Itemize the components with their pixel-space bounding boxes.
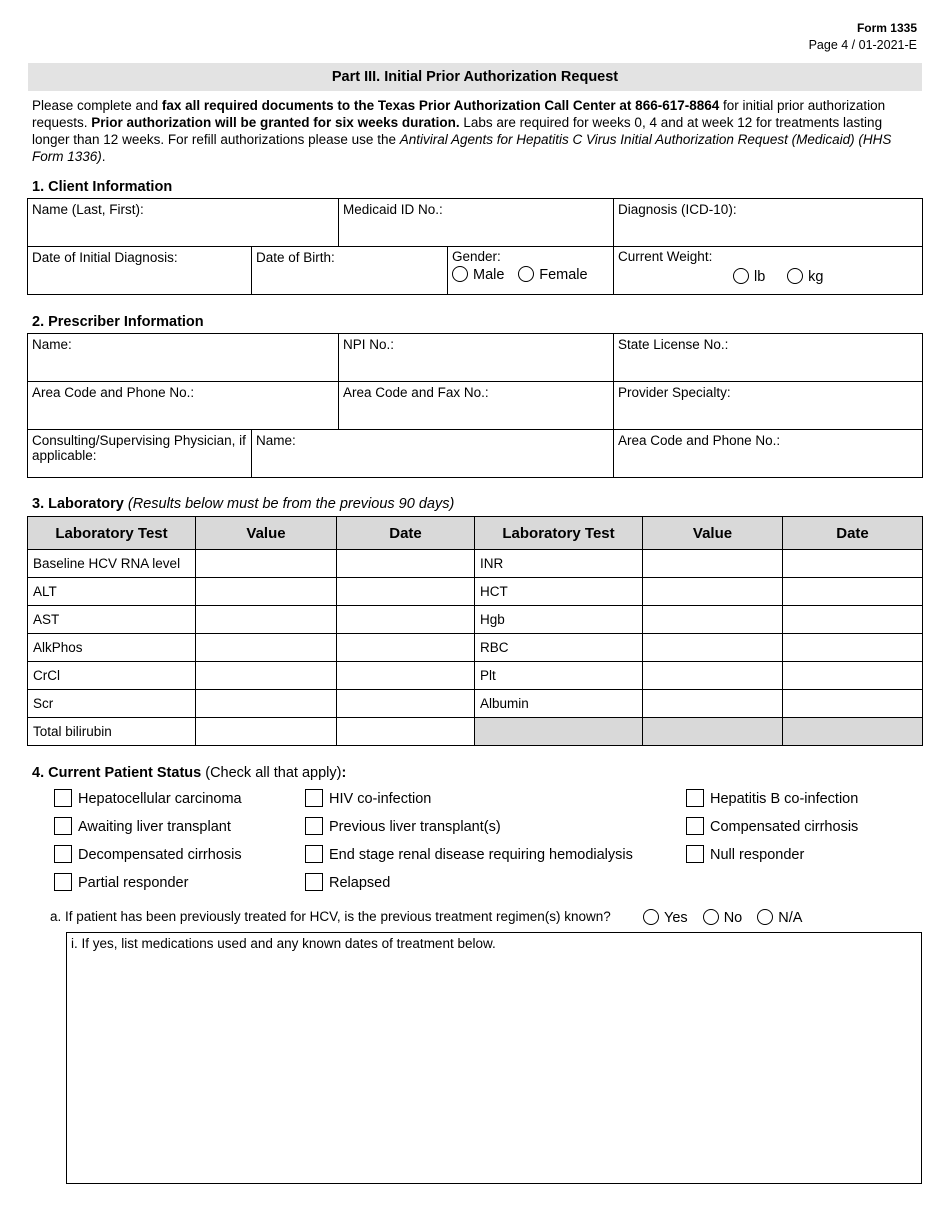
status-checkbox-label: Null responder bbox=[710, 847, 805, 863]
state-license-field[interactable]: State License No.: bbox=[614, 334, 923, 382]
prescriber-phone-field[interactable]: Area Code and Phone No.: bbox=[28, 382, 339, 430]
checkbox-square-icon bbox=[54, 845, 72, 863]
previous-medications-label: i. If yes, list medications used and any known dates of treatment below. bbox=[71, 936, 496, 951]
previous-medications-textarea[interactable] bbox=[66, 932, 922, 1184]
lab-header-row bbox=[28, 517, 923, 550]
checkbox-square-icon bbox=[305, 817, 323, 835]
checkbox-square-icon bbox=[54, 817, 72, 835]
lab-header-cell: Value bbox=[643, 517, 783, 550]
consulting-physician-label: Consulting/Supervising Physician, if applicable: bbox=[28, 430, 252, 478]
lab-header-cell: Laboratory Test bbox=[475, 517, 643, 550]
status-checkbox[interactable] bbox=[305, 789, 431, 807]
lab-value-cell[interactable] bbox=[196, 550, 337, 578]
intro-paragraph: Please complete and fax all required documents to the Texas Prior Authorization Call Center at 866-617-8864 for initial prior authorization requests. Prior authorization will be granted for six weeks duration. Labs are required for weeks 0, 4 and at week 12 for treatments lasting longer than 12 weeks. For refill authorizations please use the Antiviral Agents for Hepatitis C Virus Initial Authorization Request (Medicaid) (HHS Form 1336). bbox=[32, 98, 892, 164]
status-checkbox[interactable] bbox=[686, 845, 804, 863]
status-checkbox-label: Awaiting liver transplant bbox=[78, 819, 231, 835]
weight-lb-radio[interactable]: lb bbox=[733, 268, 765, 285]
checkbox-square-icon bbox=[686, 845, 704, 863]
lab-value-cell[interactable] bbox=[196, 662, 337, 690]
lab-row bbox=[28, 550, 923, 578]
gender-male-radio[interactable]: Male bbox=[452, 266, 504, 283]
lab-date-cell[interactable] bbox=[783, 578, 923, 606]
lab-row bbox=[28, 578, 923, 606]
previous-treatment-options bbox=[643, 909, 812, 926]
lab-date-cell[interactable] bbox=[337, 606, 475, 634]
radio-circle-icon bbox=[518, 266, 534, 282]
status-checkbox[interactable] bbox=[686, 817, 858, 835]
radio-circle-icon bbox=[757, 909, 773, 925]
status-checkbox-label: Previous liver transplant(s) bbox=[329, 819, 501, 835]
lab-value-cell[interactable] bbox=[196, 606, 337, 634]
status-checkbox[interactable] bbox=[54, 845, 242, 863]
lab-test-name: CrCl bbox=[28, 662, 196, 690]
gender-female-radio[interactable]: Female bbox=[518, 266, 587, 283]
date-of-birth-field[interactable]: Date of Birth: bbox=[252, 247, 448, 295]
status-checkbox-label: Compensated cirrhosis bbox=[710, 819, 859, 835]
previous-treatment-na-radio[interactable]: N/A bbox=[757, 909, 802, 926]
client-name-field[interactable]: Name (Last, First): bbox=[28, 199, 339, 247]
lab-row bbox=[28, 606, 923, 634]
lab-date-cell[interactable] bbox=[783, 690, 923, 718]
lab-test-name: Hgb bbox=[475, 606, 643, 634]
previous-treatment-no-radio[interactable]: No bbox=[703, 909, 743, 926]
lab-date-cell[interactable] bbox=[783, 550, 923, 578]
lab-test-name: HCT bbox=[475, 578, 643, 606]
status-checkbox-label: Decompensated cirrhosis bbox=[78, 847, 242, 863]
lab-value-cell[interactable] bbox=[643, 550, 783, 578]
lab-test-name: Baseline HCV RNA level bbox=[28, 550, 196, 578]
provider-specialty-field[interactable]: Provider Specialty: bbox=[614, 382, 923, 430]
medicaid-id-field[interactable]: Medicaid ID No.: bbox=[339, 199, 614, 247]
lab-test-name: Plt bbox=[475, 662, 643, 690]
status-section-title: 4. Current Patient Status (Check all that apply): bbox=[32, 765, 347, 781]
form-number: Form 1335 bbox=[856, 21, 917, 35]
consulting-physician-name-field[interactable]: Name: bbox=[252, 430, 614, 478]
lab-header-cell: Date bbox=[783, 517, 923, 550]
prescriber-fax-field[interactable]: Area Code and Fax No.: bbox=[339, 382, 614, 430]
status-checkbox[interactable] bbox=[686, 789, 858, 807]
status-checkbox[interactable] bbox=[305, 817, 501, 835]
lab-test-name: AlkPhos bbox=[28, 634, 196, 662]
lab-header-cell: Date bbox=[337, 517, 475, 550]
lab-test-name: ALT bbox=[28, 578, 196, 606]
lab-shaded-cell bbox=[643, 718, 783, 746]
lab-value-cell[interactable] bbox=[643, 606, 783, 634]
status-checkbox-label: Partial responder bbox=[78, 875, 189, 891]
lab-shaded-cell bbox=[475, 718, 643, 746]
weight-kg-radio[interactable]: kg bbox=[787, 268, 823, 285]
status-checkbox-label: End stage renal disease requiring hemodialysis bbox=[329, 847, 633, 863]
lab-value-cell[interactable] bbox=[643, 578, 783, 606]
status-checkbox[interactable] bbox=[54, 873, 188, 891]
status-checkbox[interactable] bbox=[305, 873, 390, 891]
lab-date-cell[interactable] bbox=[337, 690, 475, 718]
lab-test-name: Scr bbox=[28, 690, 196, 718]
lab-header-cell: Value bbox=[196, 517, 337, 550]
radio-circle-icon bbox=[787, 268, 803, 284]
status-checkbox[interactable] bbox=[305, 845, 633, 863]
status-checkbox-label: HIV co-infection bbox=[329, 791, 432, 807]
lab-test-name: RBC bbox=[475, 634, 643, 662]
lab-date-cell[interactable] bbox=[783, 634, 923, 662]
radio-circle-icon bbox=[643, 909, 659, 925]
gender-field: Gender: Male Female bbox=[448, 247, 614, 295]
lab-date-cell[interactable] bbox=[337, 718, 475, 746]
prescriber-table bbox=[27, 333, 923, 478]
lab-row bbox=[28, 690, 923, 718]
lab-value-cell[interactable] bbox=[196, 718, 337, 746]
lab-row bbox=[28, 634, 923, 662]
status-checkbox-label: Hepatocellular carcinoma bbox=[78, 791, 242, 807]
lab-test-name: AST bbox=[28, 606, 196, 634]
lab-value-cell[interactable] bbox=[196, 690, 337, 718]
prescriber-section-title: 2. Prescriber Information bbox=[32, 314, 204, 330]
status-checkbox[interactable] bbox=[54, 817, 231, 835]
lab-test-name: INR bbox=[475, 550, 643, 578]
status-checkbox-label: Relapsed bbox=[329, 875, 391, 891]
radio-circle-icon bbox=[452, 266, 468, 282]
lab-date-cell[interactable] bbox=[783, 606, 923, 634]
lab-row bbox=[28, 662, 923, 690]
status-checkbox[interactable] bbox=[54, 789, 242, 807]
part-title: Part III. Initial Prior Authorization Request bbox=[28, 63, 922, 91]
prescriber-name-field[interactable]: Name: bbox=[28, 334, 339, 382]
npi-field[interactable]: NPI No.: bbox=[339, 334, 614, 382]
diagnosis-field[interactable]: Diagnosis (ICD-10): bbox=[614, 199, 923, 247]
lab-value-cell[interactable] bbox=[196, 634, 337, 662]
checkbox-square-icon bbox=[686, 817, 704, 835]
status-checkbox-label: Hepatitis B co-infection bbox=[710, 791, 859, 807]
lab-value-cell[interactable] bbox=[643, 662, 783, 690]
page-info: Page 4 / 01-2021-E bbox=[808, 38, 917, 52]
lab-test-name: Total bilirubin bbox=[28, 718, 196, 746]
lab-header-cell: Laboratory Test bbox=[28, 517, 196, 550]
lab-value-cell[interactable] bbox=[643, 690, 783, 718]
lab-value-cell[interactable] bbox=[196, 578, 337, 606]
checkbox-square-icon bbox=[305, 845, 323, 863]
checkbox-square-icon bbox=[305, 789, 323, 807]
lab-section-title: 3. Laboratory (Results below must be from the previous 90 days) bbox=[32, 496, 455, 512]
checkbox-square-icon bbox=[305, 873, 323, 891]
lab-shaded-cell bbox=[783, 718, 923, 746]
previous-treatment-yes-radio[interactable]: Yes bbox=[643, 909, 688, 926]
consulting-physician-phone-field[interactable]: Area Code and Phone No.: bbox=[614, 430, 923, 478]
checkbox-square-icon bbox=[686, 789, 704, 807]
lab-table bbox=[27, 516, 923, 746]
initial-diagnosis-date-field[interactable]: Date of Initial Diagnosis: bbox=[28, 247, 252, 295]
radio-circle-icon bbox=[733, 268, 749, 284]
lab-value-cell[interactable] bbox=[643, 634, 783, 662]
checkbox-square-icon bbox=[54, 789, 72, 807]
client-table bbox=[27, 198, 923, 295]
lab-date-cell[interactable] bbox=[337, 550, 475, 578]
lab-date-cell[interactable] bbox=[337, 662, 475, 690]
lab-date-cell[interactable] bbox=[337, 634, 475, 662]
previous-treatment-question: a. If patient has been previously treated for HCV, is the previous treatment regimen(s) known? bbox=[50, 909, 611, 924]
lab-date-cell[interactable] bbox=[783, 662, 923, 690]
checkbox-square-icon bbox=[54, 873, 72, 891]
radio-circle-icon bbox=[703, 909, 719, 925]
current-weight-field[interactable]: Current Weight: lb kg bbox=[614, 247, 923, 295]
lab-date-cell[interactable] bbox=[337, 578, 475, 606]
client-section-title: 1. Client Information bbox=[32, 179, 173, 195]
lab-test-name: Albumin bbox=[475, 690, 643, 718]
lab-row bbox=[28, 718, 923, 746]
